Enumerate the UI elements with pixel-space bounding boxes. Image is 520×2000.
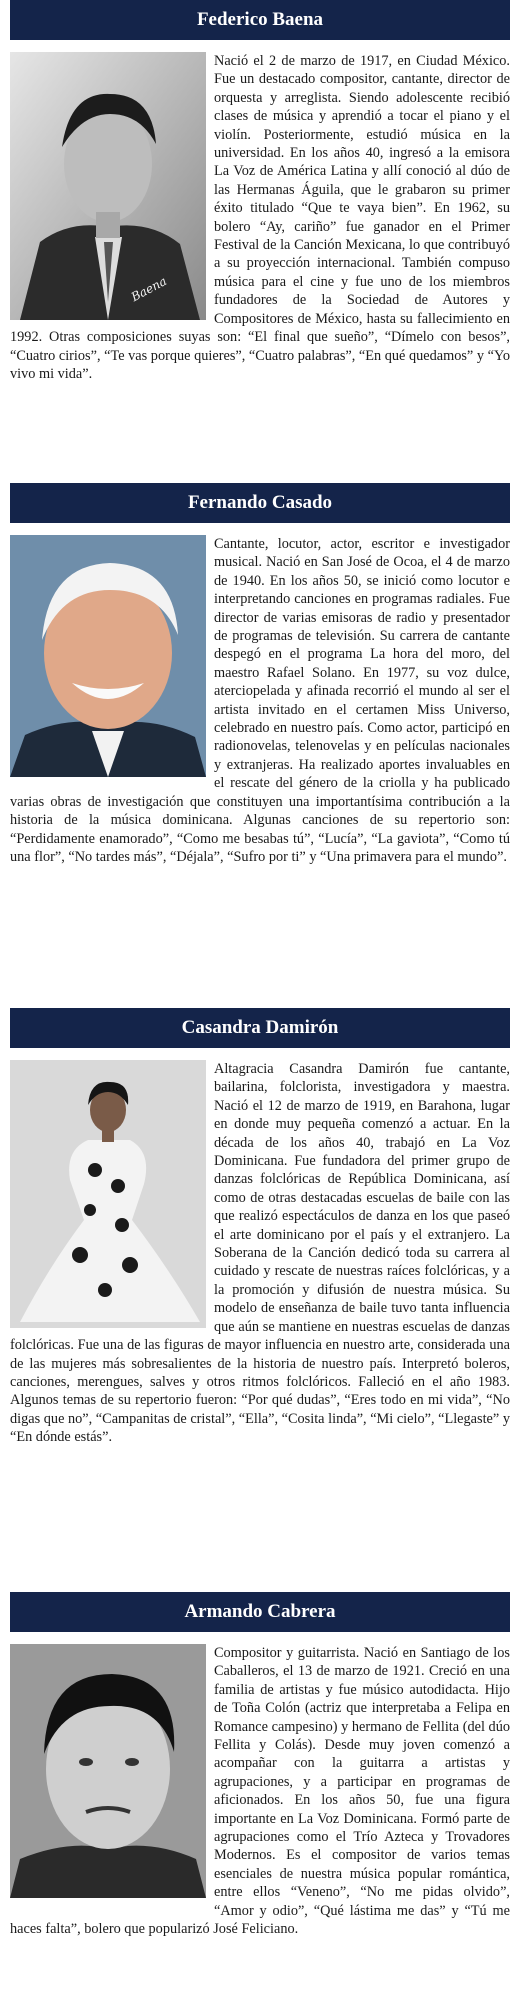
biography-text: Compositor y guitarrista. Nació en Santiago de los Caballeros, el 13 de marzo de 1921. Creció en una familia de artistas y fue músico autodidacta. Hijo de Toña Colón (actriz que interpretaba a Felipa en Romance campesino) y hermano de Fellita (del dúo Fellita y Colás). Desde muy joven comenzó a acompañar con la guitarra a artistas y agrupaciones, y a participar en programas de aficionados. En los años 50, fue una figura importante en La Voz Dominicana. Formó parte de agrupaciones como el Trío Azteca y Trovadores Modernos. Es el compositor de varios temas esenciales de nuestra música popular romántica, entre ellos “Veneno”, “No me pidas olvido”, “Amor y odio”, “Qué lástima me das” y “Tú me haces falta”, bolero que popularizó José Feliciano. xyxy=(10,1645,510,1938)
biography-armando-cabrera xyxy=(10,1592,510,1939)
section-title: Fernando Casado xyxy=(10,483,510,523)
portrait-image xyxy=(10,1060,206,1328)
portrait-image xyxy=(10,52,206,320)
section-title: Armando Cabrera xyxy=(10,1592,510,1632)
portrait-image xyxy=(10,535,206,777)
biography-text: Cantante, locutor, actor, escritor e investigador musical. Nació en San José de Ocoa, el 4 de marzo de 1940. En los años 50, se inició como locutor e interpretando canciones en programas radiales. Fue director de varias emisoras de radio y presentador de programas de televisión. Su carrera de cantante despegó en el programa La hora del moro, del maestro Rafael Solano. En 1977, su voz dulce, aterciopelada y afinada recorrió el mundo al ser el artista invitado en el certamen Miss Universo, celebrado en nuestro país. Como actor, participó en radionovelas, telenovelas y en películas nacionales y extranjeras. Ha realizado aportes invaluables en el rescate del género de la criolla y ha publicado varias obras de investigación que constituyen una importantísima contribución a la historia de la música dominicana. Algunas canciones de su repertorio son: “Perdidamente enamorado”, “Como me besabas tú”, “Lucía”, “La gaviota”, “Como tú una flor”, “No tardes más”, “Déjala”, “Sufro por ti” y “Una primavera para el mundo”. xyxy=(10,536,510,865)
photo-signature: Baena xyxy=(128,273,169,305)
portrait-photo-federico-baena xyxy=(10,52,206,320)
biography-federico-baena xyxy=(10,0,510,383)
portrait-photo-armando-cabrera xyxy=(10,1644,206,1898)
biography-text: Altagracia Casandra Damirón fue cantante, bailarina, folclorista, investigadora y maestra. Nació el 12 de marzo de 1919, en Barahona, lugar en donde muy pequeña comenzó a actuar. En la década de los años 40, trabajó en La Voz Dominicana. Fue fundadora del primer grupo de danzas folclóricas de República Dominicana, así como de otras destacadas escuelas de baile con las que realizó espectáculos de danza en los que paseó el arte dominicano por el país y el extranjero. La Soberana de la Canción dedicó toda su carrera al cuidado y rescate de nuestras raíces folclóricas, y a la promoción y difusión de nuestra música. Su modelo de enseñanza de baile tuvo tanta influencia que aún se mantiene en nuestras escuelas de danzas folclóricas. Fue una de las figuras de mayor influencia en nuestro arte, considerada una de las mujeres más sobresalientes de la historia de nuestro país. Interpretó boleros, canciones, merengues, salves y otros ritmos folclóricos. Falleció en el año 1983. Algunos temas de su repertorio fueron: “Por qué dudas”, “Eres todo en mi vida”, “No digas que no”, “Campanitas de cristal”, “Ella”, “Cosita linda”, “Mi cielo”, “Llegaste” y “En dónde estás”. xyxy=(10,1061,510,1446)
biography-text: Nació el 2 de marzo de 1917, en Ciudad México. Fue un destacado compositor, cantante, director de orquesta y arreglista. Siendo adolescente recibió clases de música y aprendió a tocar el piano y el violín. Posteriormente, estudió música en la universidad. En los años 40, ingresó a la emisora La Voz de América Latina y allí conoció al dúo de las Hermanas Águila, que le grabaron su primer éxito titulado “Que te vaya bien”. En 1962, su bolero “Ay, cariño” fue ganador en el Primer Festival de la Canción Mexicana, lo que contribuyó a su proyección internacional. También compuso música para el cine y fue uno de los miembros fundadores de la Sociedad de Autores y Compositores de México, hasta su fallecimiento en 1992. Otras composiciones suyas son: “El final que sueño”, “Dímelo con besos”, “Cuatro cirios”, “Te vas porque quieres”, “Cuatro palabras”, “En qué quedamos” y “Yo vivo mi vida”. xyxy=(10,53,510,382)
portrait-photo-casandra-damiron xyxy=(10,1060,206,1328)
section-title: Casandra Damirón xyxy=(10,1008,510,1048)
section-title: Federico Baena xyxy=(10,0,510,40)
biography-casandra-damiron xyxy=(10,1008,510,1447)
portrait-photo-fernando-casado xyxy=(10,535,206,777)
portrait-image xyxy=(10,1644,206,1898)
biography-fernando-casado xyxy=(10,483,510,866)
